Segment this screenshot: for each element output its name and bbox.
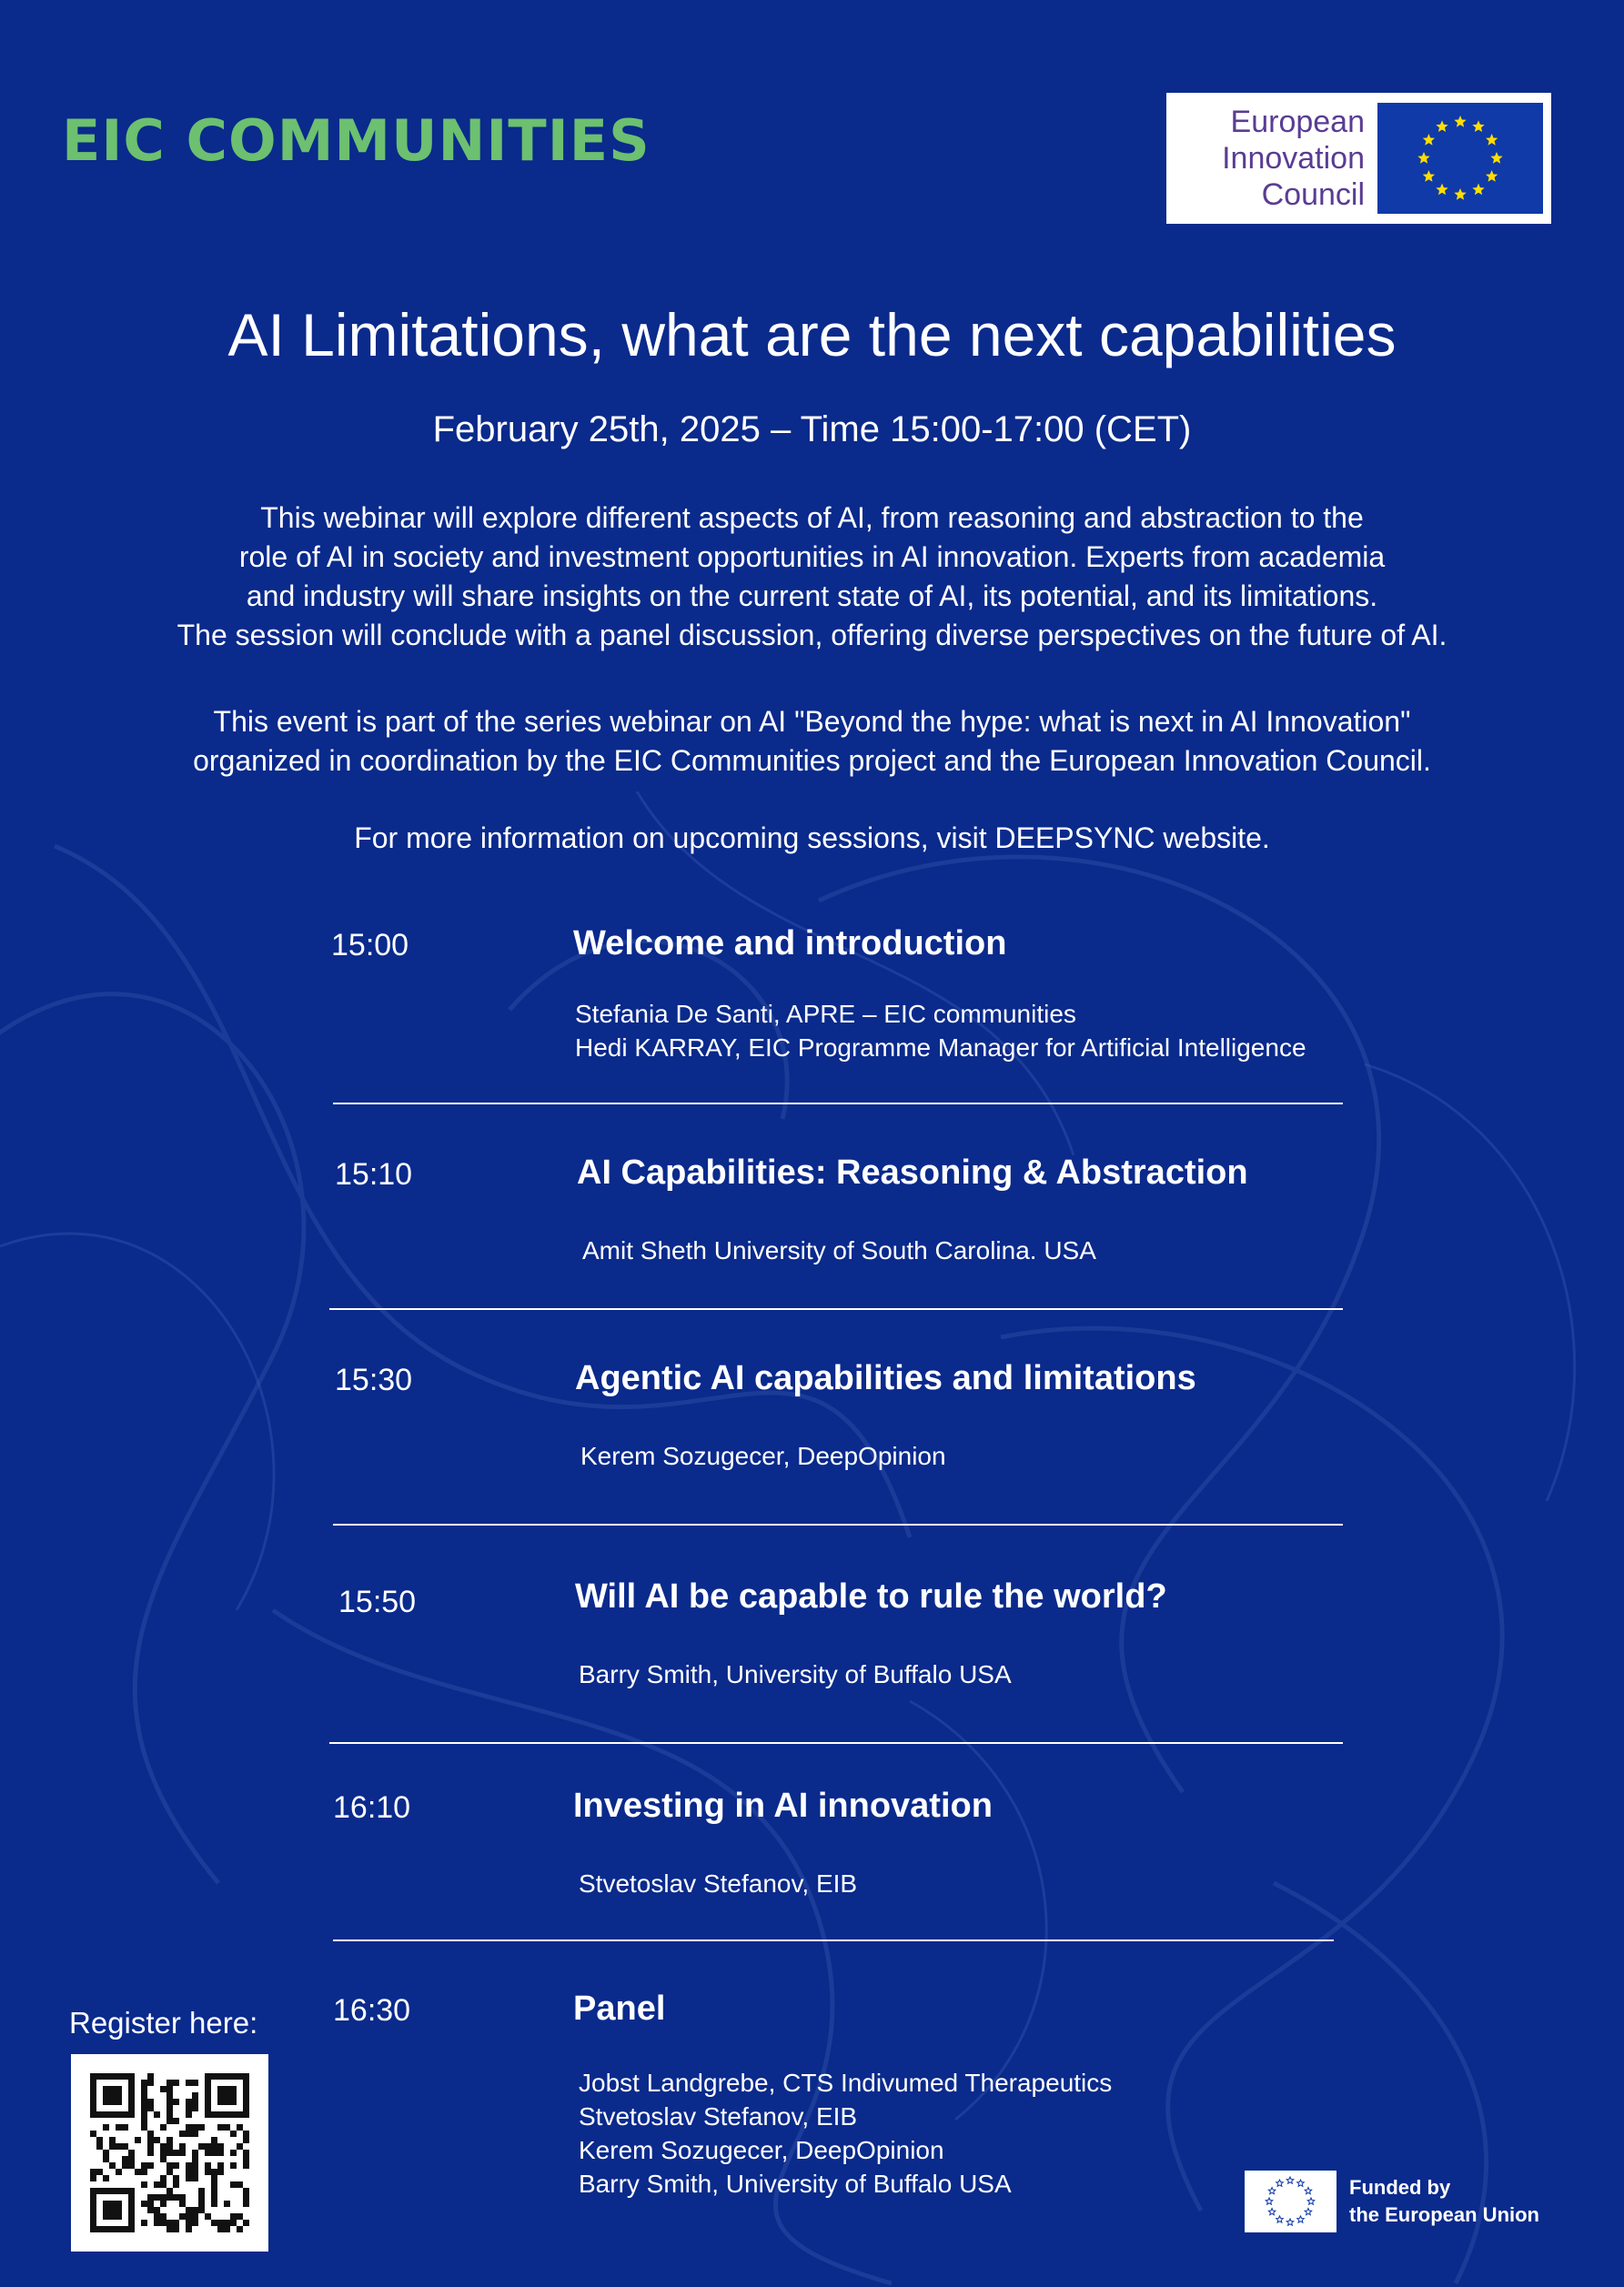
qr-module [160, 2086, 166, 2092]
qr-module [166, 2188, 173, 2194]
star-icon [1417, 152, 1429, 164]
eu-flag-outline-icon [1245, 2171, 1337, 2232]
qr-module [224, 2124, 230, 2131]
agenda-divider [333, 1939, 1334, 1941]
qr-module [243, 2156, 249, 2162]
qr-module [160, 2181, 166, 2188]
qr-module [141, 2201, 147, 2207]
qr-module [217, 2124, 224, 2131]
qr-module [147, 2207, 154, 2213]
qr-module [224, 2226, 230, 2232]
star-icon [1472, 184, 1484, 196]
qr-module [166, 2118, 173, 2124]
qr-module [109, 2137, 116, 2143]
star-icon [1286, 2219, 1294, 2225]
qr-module [160, 2213, 166, 2220]
qr-module [166, 2105, 173, 2111]
qr-module [141, 2105, 147, 2111]
agenda-divider [329, 1742, 1343, 1744]
qr-module [173, 2080, 179, 2086]
qr-module [147, 2099, 154, 2105]
qr-module [166, 2150, 173, 2156]
agenda-divider [333, 1524, 1343, 1526]
qr-module [141, 2181, 147, 2188]
qr-module [205, 2162, 211, 2169]
qr-module [141, 2092, 147, 2099]
qr-module [186, 2169, 192, 2175]
qr-module [192, 2150, 198, 2156]
qr-module [186, 2080, 192, 2086]
funded-text: Funded by the European Union [1349, 2176, 1539, 2226]
qr-module [160, 2194, 166, 2201]
qr-module [179, 2150, 186, 2156]
qr-module [237, 2226, 243, 2232]
qr-module [230, 2220, 237, 2226]
star-icon [1423, 134, 1435, 146]
qr-module [186, 2162, 192, 2169]
qr-module [192, 2092, 198, 2099]
register-label: Register here: [69, 2006, 258, 2040]
qr-module [192, 2131, 198, 2137]
qr-module [192, 2156, 198, 2162]
agenda-speakers: Amit Sheth University of South Carolina. USA [582, 1236, 1096, 1264]
qr-module [109, 2162, 116, 2169]
intro-paragraph [0, 499, 1624, 655]
qr-module [166, 2086, 173, 2092]
event-date: February 25th, 2025 – Time 15:00-17:00 (CET) [432, 409, 1192, 449]
agenda-title: Agentic AI capabilities and limitations [575, 1359, 1196, 1397]
star-icon [1268, 2188, 1276, 2194]
star-icon [1490, 152, 1502, 164]
qr-module [243, 2162, 249, 2169]
star-icon [1286, 2177, 1294, 2183]
qr-module [186, 2175, 192, 2181]
agenda-time: 15:50 [338, 1585, 417, 1619]
qr-module [198, 2207, 205, 2213]
qr-module [90, 2175, 96, 2181]
qr-module [237, 2124, 243, 2131]
qr-module [135, 2169, 141, 2175]
qr-module [154, 2181, 160, 2188]
more-info-paragraph: For more information on upcoming sessions, visit DEEPSYNC website. [354, 821, 1270, 854]
funded-by-eu-badge [1245, 2171, 1539, 2232]
qr-module [173, 2118, 179, 2124]
series-paragraph [0, 702, 1624, 781]
qr-module [103, 2156, 109, 2162]
agenda-title: AI Capabilities: Reasoning & Abstraction [577, 1154, 1248, 1192]
qr-module [122, 2124, 128, 2131]
qr-module [147, 2194, 154, 2201]
star-icon [1486, 170, 1498, 182]
intro-line: The session will conclude with a panel discussion, offering diverse perspectives on the future of AI. [177, 619, 1447, 651]
qr-module [186, 2220, 192, 2226]
qr-module [103, 2150, 109, 2156]
star-icon [1472, 120, 1484, 132]
qr-module [96, 2169, 103, 2175]
agenda-time: 16:10 [333, 1790, 411, 1825]
agenda-title: Panel [573, 1990, 666, 2028]
qr-module [166, 2194, 173, 2201]
qr-module [166, 2137, 173, 2143]
qr-module [96, 2137, 103, 2143]
qr-module [103, 2175, 109, 2181]
agenda-time: 16:30 [333, 1993, 411, 2028]
intro-line: This webinar will explore different aspects of AI, from reasoning and abstraction to the [260, 501, 1364, 534]
qr-module [186, 2207, 192, 2213]
star-icon [1486, 134, 1498, 146]
agenda-title: Will AI be capable to rule the world? [575, 1577, 1167, 1616]
qr-module [116, 2169, 122, 2175]
qr-module [160, 2220, 166, 2226]
star-icon [1454, 116, 1466, 127]
agenda-divider [333, 1103, 1343, 1104]
qr-module [160, 2175, 166, 2181]
star-icon [1297, 2216, 1305, 2222]
qr-module [205, 2150, 211, 2156]
qr-module [243, 2137, 249, 2143]
star-icon [1297, 2180, 1305, 2186]
qr-module [217, 2169, 224, 2175]
qr-module [147, 2150, 154, 2156]
qr-module [192, 2099, 198, 2105]
qr-module [147, 2143, 154, 2150]
qr-module [179, 2213, 186, 2220]
qr-module [179, 2194, 186, 2201]
series-line: organized in coordination by the EIC Communities project and the European Innovation Council. [193, 744, 1431, 777]
agenda-speakers: Kerem Sozugecer, DeepOpinion [580, 1442, 946, 1470]
qr-module [211, 2181, 217, 2188]
council-logo-line: Innovation [1222, 141, 1365, 176]
agenda-time: 15:30 [335, 1363, 413, 1397]
qr-module [154, 2194, 160, 2201]
qr-module [128, 2156, 135, 2162]
qr-module [186, 2213, 192, 2220]
qr-module [173, 2150, 179, 2156]
european-innovation-council-logo [1166, 93, 1551, 224]
qr-module [90, 2131, 96, 2137]
qr-module [135, 2137, 141, 2143]
qr-module [192, 2080, 198, 2086]
qr-module [192, 2207, 198, 2213]
qr-module [237, 2143, 243, 2150]
qr-module [122, 2156, 128, 2162]
qr-module [128, 2162, 135, 2169]
qr-module [224, 2220, 230, 2226]
qr-module [166, 2169, 173, 2175]
qr-module [198, 2201, 205, 2207]
star-icon [1276, 2180, 1284, 2186]
qr-module [217, 2086, 237, 2105]
eu-flag-icon [1377, 103, 1543, 214]
star-icon [1305, 2188, 1312, 2194]
qr-module [147, 2080, 154, 2086]
star-icon [1276, 2216, 1284, 2222]
qr-module [179, 2131, 186, 2137]
qr-module [147, 2131, 154, 2137]
registration-qr-code[interactable] [71, 2054, 268, 2252]
qr-module [103, 2201, 122, 2220]
qr-module [211, 2169, 217, 2175]
qr-module [211, 2143, 217, 2150]
qr-module [230, 2162, 237, 2169]
qr-module [186, 2105, 192, 2111]
qr-module [205, 2169, 211, 2175]
agenda-title: Investing in AI innovation [573, 1787, 993, 1825]
qr-module [141, 2118, 147, 2124]
qr-module [160, 2124, 166, 2131]
star-icon [1436, 184, 1447, 196]
qr-module [173, 2162, 179, 2169]
qr-module [154, 2137, 160, 2143]
qr-module [230, 2181, 237, 2188]
star-icon [1307, 2198, 1315, 2204]
star-icon [1266, 2198, 1273, 2204]
qr-module [141, 2111, 147, 2118]
qr-module [154, 2220, 160, 2226]
qr-module [141, 2169, 147, 2175]
qr-module [141, 2220, 147, 2226]
qr-module [116, 2143, 122, 2150]
qr-module [243, 2220, 249, 2226]
qr-module [205, 2143, 211, 2150]
qr-module [103, 2124, 109, 2131]
qr-module [243, 2194, 249, 2201]
qr-module [243, 2201, 249, 2207]
qr-module [237, 2213, 243, 2220]
qr-module [186, 2124, 192, 2131]
qr-module [230, 2131, 237, 2137]
qr-module [166, 2226, 173, 2232]
page-title: AI Limitations, what are the next capabilities [227, 301, 1397, 368]
qr-module [173, 2226, 179, 2232]
qr-module [211, 2137, 217, 2143]
qr-module [166, 2143, 173, 2150]
qr-module [154, 2207, 160, 2213]
qr-module [141, 2124, 147, 2131]
qr-module [173, 2194, 179, 2201]
qr-module [243, 2188, 249, 2194]
qr-module [166, 2220, 173, 2226]
qr-module [186, 2226, 192, 2232]
qr-module [243, 2150, 249, 2156]
qr-module [217, 2220, 224, 2226]
intro-line: and industry will share insights on the current state of AI, its potential, and its limitations. [246, 579, 1378, 612]
agenda-time: 15:10 [335, 1157, 413, 1192]
qr-module [166, 2162, 173, 2169]
qr-module [211, 2150, 217, 2156]
council-logo-text [1166, 104, 1377, 213]
qr-module [160, 2201, 166, 2207]
qr-module [224, 2201, 230, 2207]
qr-module [141, 2162, 147, 2169]
qr-module [166, 2080, 173, 2086]
qr-module [147, 2162, 154, 2169]
qr-module [230, 2150, 237, 2156]
agenda-divider [329, 1308, 1343, 1310]
council-logo-line: Council [1261, 177, 1365, 212]
qr-module [173, 2220, 179, 2226]
qr-module [192, 2169, 198, 2175]
qr-module [217, 2226, 224, 2232]
qr-module [154, 2213, 160, 2220]
qr-module [116, 2124, 122, 2131]
qr-module [173, 2175, 179, 2181]
qr-module [192, 2213, 198, 2220]
qr-module [217, 2150, 224, 2156]
qr-module [211, 2201, 217, 2207]
qr-module [186, 2131, 192, 2137]
agenda-speakers: Stefania De Santi, APRE – EIC communities Hedi KARRAY, EIC Programme Manager for Artificial Intelligence [575, 1000, 1306, 1062]
qr-module [154, 2111, 160, 2118]
agenda-speakers: Stvetoslav Stefanov, EIB [579, 1869, 858, 1898]
qr-module [90, 2169, 96, 2175]
qr-module [109, 2143, 116, 2150]
qr-module [192, 2124, 198, 2131]
council-logo-line: European [1230, 105, 1365, 139]
agenda-speakers: Jobst Landgrebe, CTS Indivumed Therapeutics Stvetoslav Stefanov, EIB Kerem Sozugecer, DeepOpinion Barry Smith, University of Buffalo USA [579, 2069, 1113, 2198]
qr-module [192, 2175, 198, 2181]
qr-module [160, 2156, 166, 2162]
qr-module [237, 2181, 243, 2188]
qr-module [211, 2175, 217, 2181]
qr-module [166, 2092, 173, 2099]
qr-module [141, 2099, 147, 2105]
qr-module [192, 2105, 198, 2111]
qr-module [217, 2162, 224, 2169]
qr-module [141, 2086, 147, 2092]
star-icon [1454, 188, 1466, 200]
qr-module [160, 2143, 166, 2150]
qr-module [211, 2220, 217, 2226]
qr-module [141, 2080, 147, 2086]
agenda-time: 15:00 [331, 928, 409, 962]
series-line: This event is part of the series webinar on AI "Beyond the hype: what is next in AI Innovation" [213, 705, 1411, 738]
star-icon [1305, 2209, 1312, 2215]
qr-module [192, 2162, 198, 2169]
qr-module [211, 2188, 217, 2194]
qr-module [166, 2099, 173, 2105]
qr-module [128, 2150, 135, 2156]
qr-module [173, 2181, 179, 2188]
qr-module [179, 2201, 186, 2207]
qr-module [217, 2143, 224, 2150]
qr-module [211, 2194, 217, 2201]
intro-line: role of AI in society and investment opportunities in AI innovation. Experts from academia [238, 540, 1386, 573]
qr-module [147, 2073, 154, 2080]
qr-module [122, 2143, 128, 2150]
qr-module [122, 2162, 128, 2169]
qr-module [186, 2111, 192, 2118]
qr-module [192, 2220, 198, 2226]
qr-module [160, 2150, 166, 2156]
qr-module [186, 2099, 192, 2105]
star-icon [1423, 170, 1435, 182]
qr-module [198, 2143, 205, 2150]
qr-module [179, 2143, 186, 2150]
qr-module [173, 2099, 179, 2105]
qr-module [147, 2137, 154, 2143]
agenda-title: Welcome and introduction [573, 924, 1007, 962]
qr-module [103, 2086, 122, 2105]
star-icon [1436, 120, 1447, 132]
qr-module [198, 2124, 205, 2131]
eic-communities-logo: EIC COMMUNITIES [62, 107, 651, 174]
agenda-speakers: Barry Smith, University of Buffalo USA [579, 1660, 1012, 1688]
qr-module [198, 2188, 205, 2194]
qr-module [198, 2194, 205, 2201]
qr-module [147, 2201, 154, 2207]
star-icon [1268, 2209, 1276, 2215]
qr-module [96, 2143, 103, 2150]
qr-module [205, 2213, 211, 2220]
qr-module [166, 2111, 173, 2118]
qr-module [147, 2105, 154, 2111]
qr-module [243, 2131, 249, 2137]
qr-module [230, 2213, 237, 2220]
